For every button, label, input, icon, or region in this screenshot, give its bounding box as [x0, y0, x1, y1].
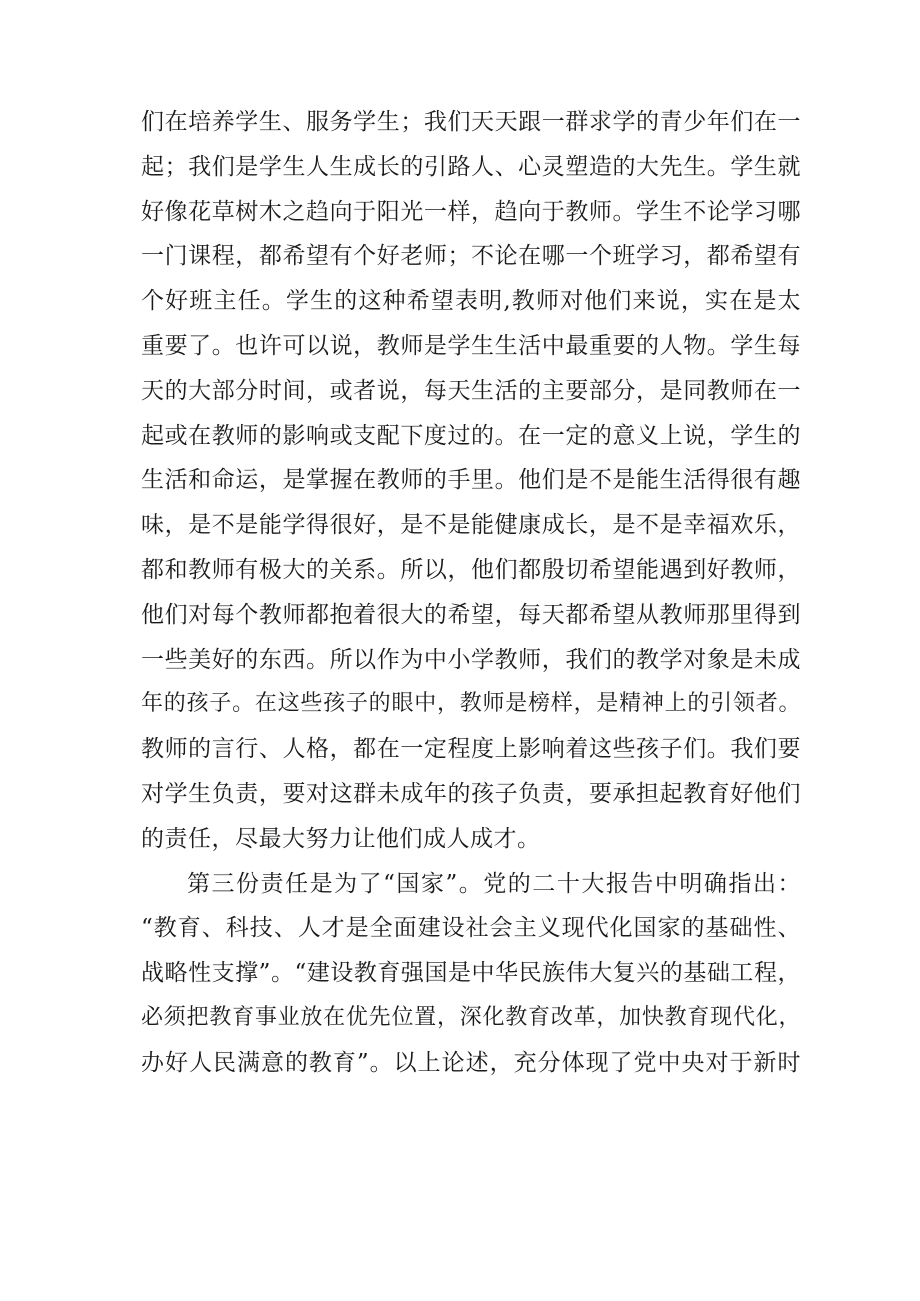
text-line: 天的大部分时间，或者说，每天生活的主要部分，是同教师在一	[141, 377, 801, 404]
text-line: 战略性支撑”。“建设教育强国是中华民族伟大复兴的基础工程，	[141, 960, 801, 987]
text-line: 对学生负责，要对这群未成年的孩子负责，要承担起教育好他们	[141, 780, 801, 807]
text-line: 起或在教师的影响或支配下度过的。在一定的意义上说，学生的	[141, 422, 801, 449]
text-line: 个好班主任。学生的这种希望表明,教师对他们来说，实在是太	[141, 288, 801, 315]
text-line: 生活和命运，是掌握在教师的手里。他们是不是能生活得很有趣	[141, 467, 801, 494]
text-line: 重要了。也许可以说，教师是学生生活中最重要的人物。学生每	[141, 332, 801, 359]
text-line: 他们对每个教师都抱着很大的希望，每天都希望从教师那里得到	[141, 601, 801, 628]
text-line: 第三份责任是为了“国家”。党的二十大报告中明确指出：	[187, 870, 801, 897]
text-line: 起；我们是学生人生成长的引路人、心灵塑造的大先生。学生就	[141, 153, 801, 180]
text-line: “教育、科技、人才是全面建设社会主义现代化国家的基础性、	[141, 915, 801, 942]
text-line: 一些美好的东西。所以作为中小学教师，我们的教学对象是未成	[141, 646, 801, 673]
text-line: 年的孩子。在这些孩子的眼中，教师是榜样，是精神上的引领者。	[141, 691, 801, 717]
text-line: 办好人民满意的教育”。以上论述，充分体现了党中央对于新时	[141, 1049, 801, 1076]
text-line: 味，是不是能学得很好，是不是能健康成长，是不是幸福欢乐，	[141, 512, 801, 539]
text-line: 的责任，尽最大努力让他们成人成才。	[141, 825, 541, 852]
text-line: 一门课程，都希望有个好老师；不论在哪一个班学习，都希望有	[141, 243, 801, 270]
text-line: 必须把教育事业放在优先位置，深化教育改革，加快教育现代化，	[141, 1004, 801, 1030]
text-line: 都和教师有极大的关系。所以，他们都殷切希望能遇到好教师，	[141, 556, 801, 583]
text-line: 们在培养学生、服务学生；我们天天跟一群求学的青少年们在一	[141, 109, 801, 135]
text-line: 教师的言行、人格，都在一定程度上影响着这些孩子们。我们要	[141, 736, 801, 763]
text-line: 好像花草树木之趋向于阳光一样，趋向于教师。学生不论学习哪	[141, 198, 801, 225]
body-text	[141, 100, 801, 1086]
